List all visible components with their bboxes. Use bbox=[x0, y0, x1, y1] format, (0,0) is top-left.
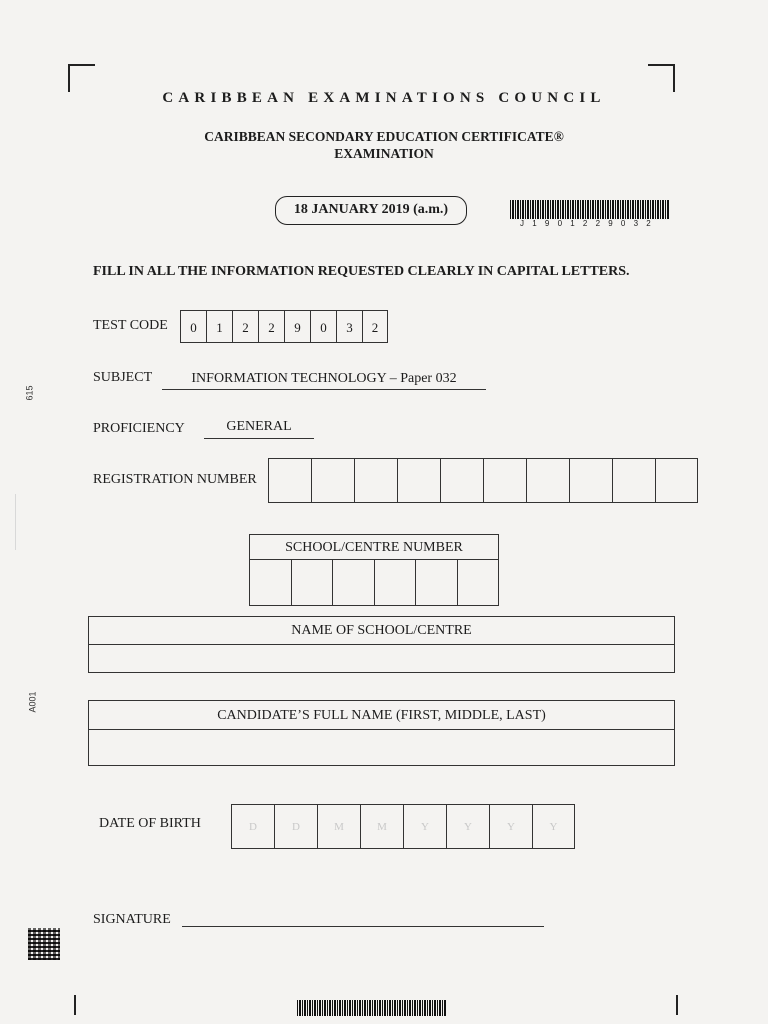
test-code-digit: 0 bbox=[180, 310, 206, 343]
certificate-line-1: CARIBBEAN SECONDARY EDUCATION CERTIFICATE® bbox=[204, 129, 564, 144]
barcode-top-text: J 1 9 0 1 2 2 9 0 3 2 bbox=[520, 219, 654, 228]
barcode-bottom bbox=[297, 1000, 447, 1016]
signature-label: SIGNATURE bbox=[93, 912, 171, 927]
school-centre-number-cell[interactable] bbox=[416, 560, 458, 605]
school-centre-name-box bbox=[88, 616, 675, 673]
certificate-line-2: EXAMINATION bbox=[334, 146, 434, 161]
registration-number-cell[interactable] bbox=[612, 458, 655, 503]
date-of-birth-cell[interactable]: D bbox=[231, 804, 274, 849]
date-of-birth-cell[interactable]: M bbox=[317, 804, 360, 849]
proficiency-label: PROFICIENCY bbox=[93, 421, 185, 436]
date-of-birth-cell[interactable]: Y bbox=[532, 804, 575, 849]
school-centre-name-label: NAME OF SCHOOL/CENTRE bbox=[89, 617, 674, 645]
test-code-digit: 2 bbox=[232, 310, 258, 343]
registration-number-cell[interactable] bbox=[483, 458, 526, 503]
side-code-top: 615 bbox=[24, 385, 35, 401]
instruction-text: FILL IN ALL THE INFORMATION REQUESTED CLEARLY IN CAPITAL LETTERS. bbox=[93, 264, 630, 279]
subject-label: SUBJECT bbox=[93, 370, 153, 385]
school-centre-number-cell[interactable] bbox=[333, 560, 375, 605]
certificate-title bbox=[0, 128, 768, 162]
school-centre-number-box bbox=[249, 534, 499, 606]
date-of-birth-cell[interactable]: Y bbox=[489, 804, 532, 849]
proficiency-value: GENERAL bbox=[204, 419, 314, 439]
council-title: CARIBBEAN EXAMINATIONS COUNCIL bbox=[162, 90, 606, 106]
candidate-name-label: CANDIDATE’S FULL NAME (FIRST, MIDDLE, LAST) bbox=[89, 701, 674, 730]
signature-line[interactable] bbox=[182, 926, 544, 927]
registration-number-boxes[interactable] bbox=[268, 458, 698, 503]
side-faint-line bbox=[15, 494, 16, 550]
test-code-digit: 2 bbox=[362, 310, 388, 343]
candidate-name-box bbox=[88, 700, 675, 766]
registration-number-label: REGISTRATION NUMBER bbox=[93, 472, 257, 487]
school-centre-number-cells bbox=[250, 560, 498, 605]
exam-date-badge: 18 JANUARY 2019 (a.m.) bbox=[275, 196, 467, 225]
school-centre-number-cell[interactable] bbox=[458, 560, 499, 605]
date-of-birth-cell[interactable]: Y bbox=[403, 804, 446, 849]
date-of-birth-cell[interactable]: M bbox=[360, 804, 403, 849]
registration-number-cell[interactable] bbox=[397, 458, 440, 503]
corner-mark-bottom-left bbox=[74, 995, 76, 1015]
corner-mark-top-left bbox=[68, 64, 95, 92]
subject-value: INFORMATION TECHNOLOGY – Paper 032 bbox=[162, 371, 486, 390]
test-code-boxes bbox=[180, 310, 388, 343]
registration-number-cell[interactable] bbox=[569, 458, 612, 503]
test-code-digit: 1 bbox=[206, 310, 232, 343]
date-of-birth-label: DATE OF BIRTH bbox=[99, 816, 201, 831]
date-of-birth-cell[interactable]: Y bbox=[446, 804, 489, 849]
registration-number-cell[interactable] bbox=[526, 458, 569, 503]
date-of-birth-boxes bbox=[231, 804, 575, 849]
candidate-name-field[interactable] bbox=[89, 730, 674, 766]
test-code-digit: 2 bbox=[258, 310, 284, 343]
test-code-label: TEST CODE bbox=[93, 318, 168, 333]
date-of-birth-cell[interactable]: D bbox=[274, 804, 317, 849]
corner-mark-top-right bbox=[648, 64, 675, 92]
school-centre-name-field[interactable] bbox=[89, 645, 674, 673]
school-centre-number-label: SCHOOL/CENTRE NUMBER bbox=[250, 535, 498, 560]
test-code-digit: 3 bbox=[336, 310, 362, 343]
test-code-digit: 9 bbox=[284, 310, 310, 343]
school-centre-number-cell[interactable] bbox=[375, 560, 417, 605]
registration-number-cell[interactable] bbox=[354, 458, 397, 503]
side-code-bottom: A001 bbox=[27, 691, 38, 713]
barcode-top bbox=[510, 200, 670, 219]
registration-number-cell[interactable] bbox=[311, 458, 354, 503]
corner-mark-bottom-right bbox=[676, 995, 678, 1015]
registration-number-cell[interactable] bbox=[440, 458, 483, 503]
registration-number-cell[interactable] bbox=[655, 458, 698, 503]
school-centre-number-cell[interactable] bbox=[250, 560, 292, 605]
test-code-digit: 0 bbox=[310, 310, 336, 343]
registration-number-cell[interactable] bbox=[268, 458, 311, 503]
datamatrix-code bbox=[28, 928, 60, 960]
school-centre-number-cell[interactable] bbox=[292, 560, 334, 605]
